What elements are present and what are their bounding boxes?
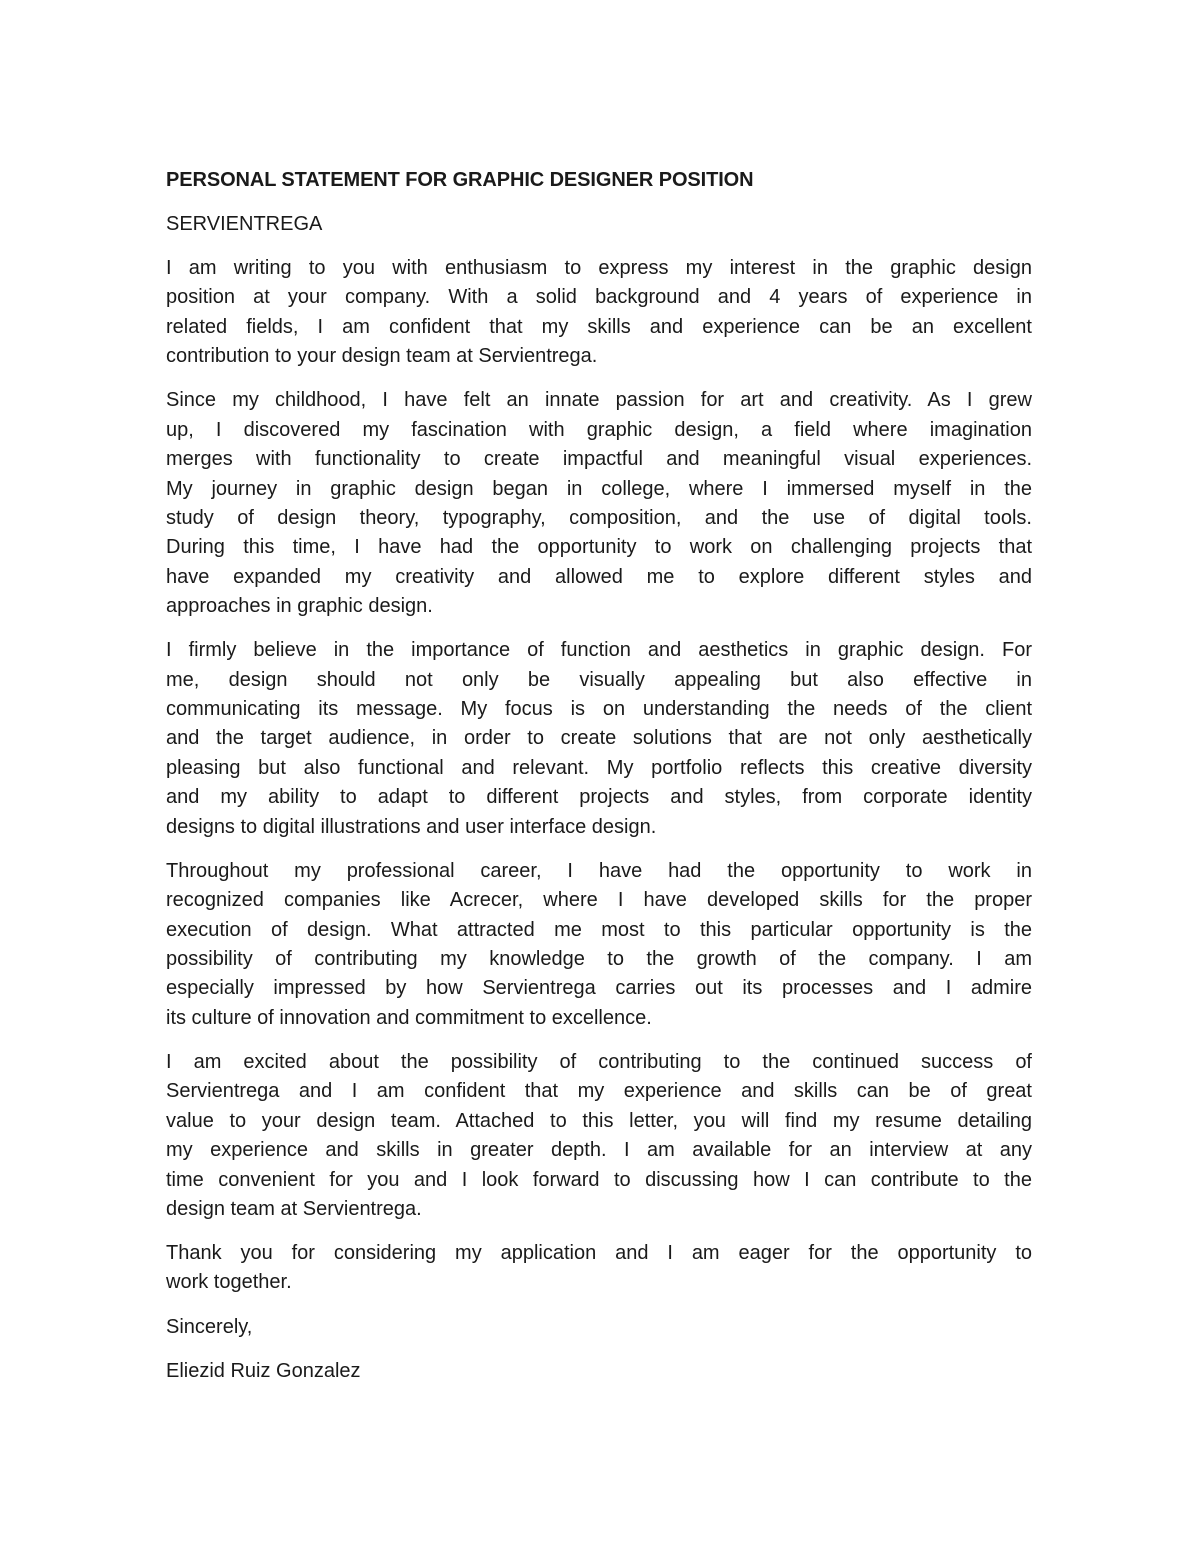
- signature-name: Eliezid Ruiz Gonzalez: [166, 1359, 361, 1382]
- paragraph-thanks: [166, 1239, 1032, 1298]
- text-line: its culture of innovation and commitment to excellence.: [166, 1006, 652, 1029]
- text-line: Servientrega and I am confident that my experience and skills can be of great: [166, 1080, 1032, 1103]
- text-line: especially impressed by how Servientrega carries out its processes and I admire: [166, 977, 1032, 1000]
- text-line: time convenient for you and I look forward to discussing how I can contribute to the: [166, 1168, 1032, 1191]
- text-line: and my ability to adapt to different projects and styles, from corporate identity: [166, 786, 1032, 809]
- paragraph-experience: [166, 857, 1032, 1033]
- text-line: Throughout my professional career, I have had the opportunity to work in: [166, 859, 1032, 882]
- text-line: study of design theory, typography, composition, and the use of digital tools.: [166, 506, 1032, 529]
- paragraph-intro: [166, 254, 1032, 372]
- text-line: I am excited about the possibility of contributing to the continued success of: [166, 1050, 1032, 1073]
- text-line: value to your design team. Attached to this letter, you will find my resume detailing: [166, 1109, 1032, 1132]
- paragraph-background: [166, 386, 1032, 621]
- text-line: possibility of contributing my knowledge to the growth of the company. I am: [166, 947, 1032, 970]
- text-line: design team at Servientrega.: [166, 1197, 422, 1220]
- text-line: recognized companies like Acrecer, where I have developed skills for the proper: [166, 889, 1032, 912]
- text-line: have expanded my creativity and allowed me to explore different styles and: [166, 565, 1032, 588]
- text-line: my experience and skills in greater depth. I am available for an interview at any: [166, 1139, 1032, 1162]
- paragraph-philosophy: [166, 636, 1032, 842]
- text-line: I firmly believe in the importance of function and aesthetics in graphic design. For: [166, 639, 1032, 662]
- text-line: related fields, I am confident that my skills and experience can be an excellent: [166, 315, 1032, 338]
- text-line: designs to digital illustrations and user interface design.: [166, 815, 657, 838]
- company-name: SERVIENTREGA: [166, 213, 323, 235]
- text-line: work together.: [166, 1271, 292, 1294]
- document-page: [166, 166, 1032, 1401]
- closing-salutation: Sincerely,: [166, 1315, 253, 1338]
- text-line: pleasing but also functional and relevant. My portfolio reflects this creative diversity: [166, 756, 1032, 779]
- text-line: During this time, I have had the opportunity to work on challenging projects that: [166, 536, 1032, 559]
- paragraph-interest: [166, 1048, 1032, 1224]
- document-title: PERSONAL STATEMENT FOR GRAPHIC DESIGNER POSITION: [166, 169, 754, 191]
- text-line: approaches in graphic design.: [166, 595, 433, 618]
- text-line: position at your company. With a solid background and 4 years of experience in: [166, 286, 1032, 309]
- text-line: me, design should not only be visually appealing but also effective in: [166, 668, 1032, 691]
- text-line: up, I discovered my fascination with graphic design, a field where imagination: [166, 418, 1032, 441]
- text-line: I am writing to you with enthusiasm to express my interest in the graphic design: [166, 257, 1032, 279]
- text-line: execution of design. What attracted me most to this particular opportunity is the: [166, 918, 1032, 941]
- text-line: contribution to your design team at Servientrega.: [166, 345, 598, 368]
- text-line: and the target audience, in order to create solutions that are not only aesthetically: [166, 727, 1032, 750]
- text-line: merges with functionality to create impactful and meaningful visual experiences.: [166, 448, 1032, 471]
- text-line: Since my childhood, I have felt an innate passion for art and creativity. As I grew: [166, 389, 1032, 412]
- text-line: Thank you for considering my application and I am eager for the opportunity to: [166, 1242, 1032, 1265]
- text-line: communicating its message. My focus is on understanding the needs of the client: [166, 698, 1032, 721]
- text-line: My journey in graphic design began in college, where I immersed myself in the: [166, 477, 1032, 500]
